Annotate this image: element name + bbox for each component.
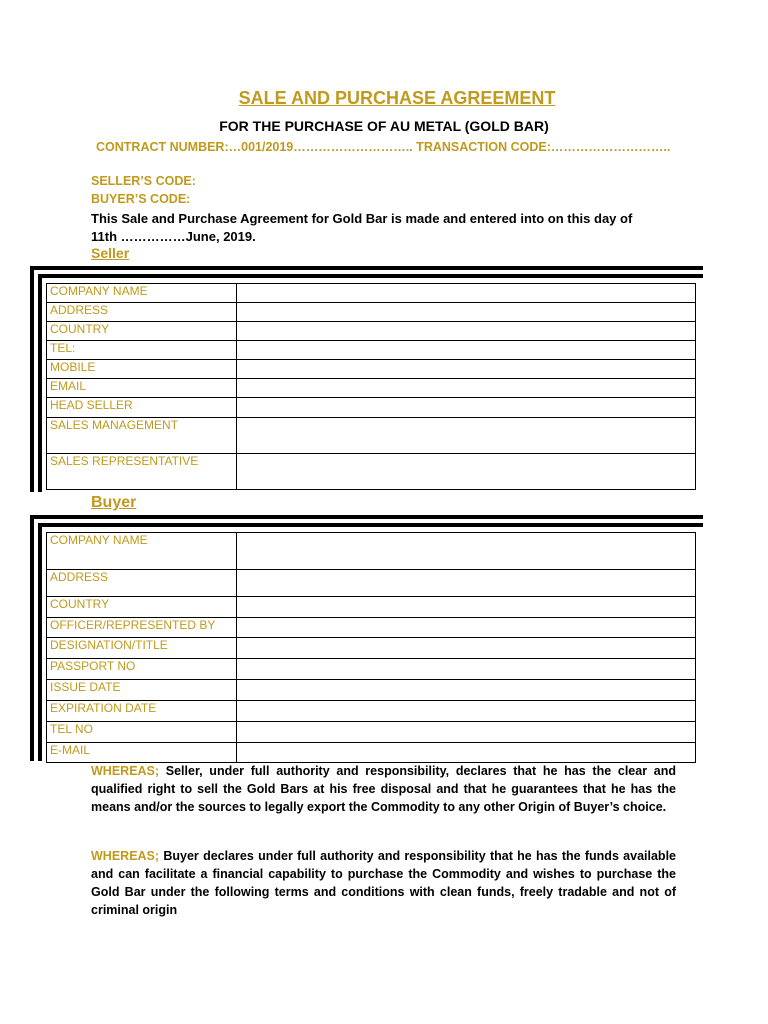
field-label: TEL: [47, 341, 237, 360]
field-label: COMPANY NAME [47, 533, 237, 570]
field-label: ADDRESS [47, 303, 237, 322]
field-label: SALES REPRESENTATIVE [47, 454, 237, 490]
form-row [47, 659, 696, 680]
seller-top-bar-inner [38, 274, 703, 278]
form-row [47, 418, 696, 454]
document-subtitle: FOR THE PURCHASE OF AU METAL (GOLD BAR) [219, 118, 549, 134]
field-label: COMPANY NAME [47, 284, 237, 303]
buyer-heading: Buyer [91, 494, 137, 511]
field-value-cell[interactable] [237, 597, 696, 618]
contract-line: CONTRACT NUMBER:…001/2019……………………….. TRANSACTION CODE:……………………….. [96, 140, 671, 154]
field-value-cell[interactable] [237, 398, 696, 418]
whereas-clause-seller [91, 762, 676, 816]
field-value-cell[interactable] [237, 638, 696, 659]
form-row [47, 597, 696, 618]
field-label: HEAD SELLER [47, 398, 237, 418]
field-label: MOBILE [47, 360, 237, 379]
field-label: DESIGNATION/TITLE [47, 638, 237, 659]
field-value-cell[interactable] [237, 379, 696, 398]
form-row [47, 322, 696, 341]
form-row [47, 722, 696, 743]
clause-text: Seller, under full authority and responsibility, declares that he has the clear and qualified right to sell the Gold Bars at his free disposal and that he guarantees that he has the means and/or the sources to legally export the Commodity to any other Origin of Buyer’s choice. [91, 764, 676, 814]
field-value-cell[interactable] [237, 454, 696, 490]
field-value-cell[interactable] [237, 743, 696, 763]
form-row [47, 743, 696, 763]
field-label: TEL NO [47, 722, 237, 743]
form-row [47, 701, 696, 722]
form-row [47, 533, 696, 570]
seller-table [46, 283, 696, 490]
field-value-cell[interactable] [237, 322, 696, 341]
form-row [47, 618, 696, 638]
form-row [47, 379, 696, 398]
buyer-top-bar-inner [38, 523, 703, 527]
field-label: ISSUE DATE [47, 680, 237, 701]
field-value-cell[interactable] [237, 360, 696, 379]
seller-left-bar-inner [38, 274, 42, 492]
intro-line-2: 11th ……………June, 2019. [91, 229, 256, 244]
field-value-cell[interactable] [237, 722, 696, 743]
clause-keyword: WHEREAS; [91, 849, 160, 863]
buyers-code: BUYER’S CODE: [91, 192, 191, 206]
field-value-cell[interactable] [237, 284, 696, 303]
whereas-clause-buyer [91, 847, 676, 919]
form-row [47, 398, 696, 418]
form-row [47, 360, 696, 379]
field-value-cell[interactable] [237, 701, 696, 722]
form-row [47, 454, 696, 490]
field-label: COUNTRY [47, 597, 237, 618]
field-value-cell[interactable] [237, 341, 696, 360]
field-label: EXPIRATION DATE [47, 701, 237, 722]
form-row [47, 303, 696, 322]
form-row [47, 680, 696, 701]
field-value-cell[interactable] [237, 303, 696, 322]
field-label: OFFICER/REPRESENTED BY [47, 618, 237, 638]
field-value-cell[interactable] [237, 680, 696, 701]
field-label: EMAIL [47, 379, 237, 398]
clause-text: Buyer declares under full authority and responsibility that he has the funds available and can facilitate a financial capability to purchase the Commodity and wishes to purchase the Gold Bar under the following terms and conditions with clean funds, freely tradable and not of criminal origin [91, 849, 676, 917]
buyer-left-bar-outer [30, 515, 34, 761]
seller-heading: Seller [91, 245, 130, 261]
buyer-top-bar [30, 515, 703, 519]
field-label: COUNTRY [47, 322, 237, 341]
field-value-cell[interactable] [237, 418, 696, 454]
field-value-cell[interactable] [237, 618, 696, 638]
field-value-cell[interactable] [237, 659, 696, 680]
form-row [47, 570, 696, 597]
form-row [47, 638, 696, 659]
buyer-table [46, 532, 696, 763]
seller-left-bar-outer [30, 266, 34, 492]
form-row [47, 284, 696, 303]
form-row [47, 341, 696, 360]
buyer-left-bar-inner [38, 523, 42, 761]
seller-top-bar [30, 266, 703, 270]
document-title: SALE AND PURCHASE AGREEMENT [238, 88, 556, 108]
intro-line-1: This Sale and Purchase Agreement for Gold Bar is made and entered into on this day of [91, 211, 633, 226]
intro-text [91, 210, 691, 246]
field-label: SALES MANAGEMENT [47, 418, 237, 454]
field-value-cell[interactable] [237, 570, 696, 597]
field-label: PASSPORT NO [47, 659, 237, 680]
field-value-cell[interactable] [237, 533, 696, 570]
field-label: ADDRESS [47, 570, 237, 597]
clause-keyword: WHEREAS; [91, 764, 160, 778]
field-label: E-MAIL [47, 743, 237, 763]
sellers-code: SELLER’S CODE: [91, 174, 196, 188]
